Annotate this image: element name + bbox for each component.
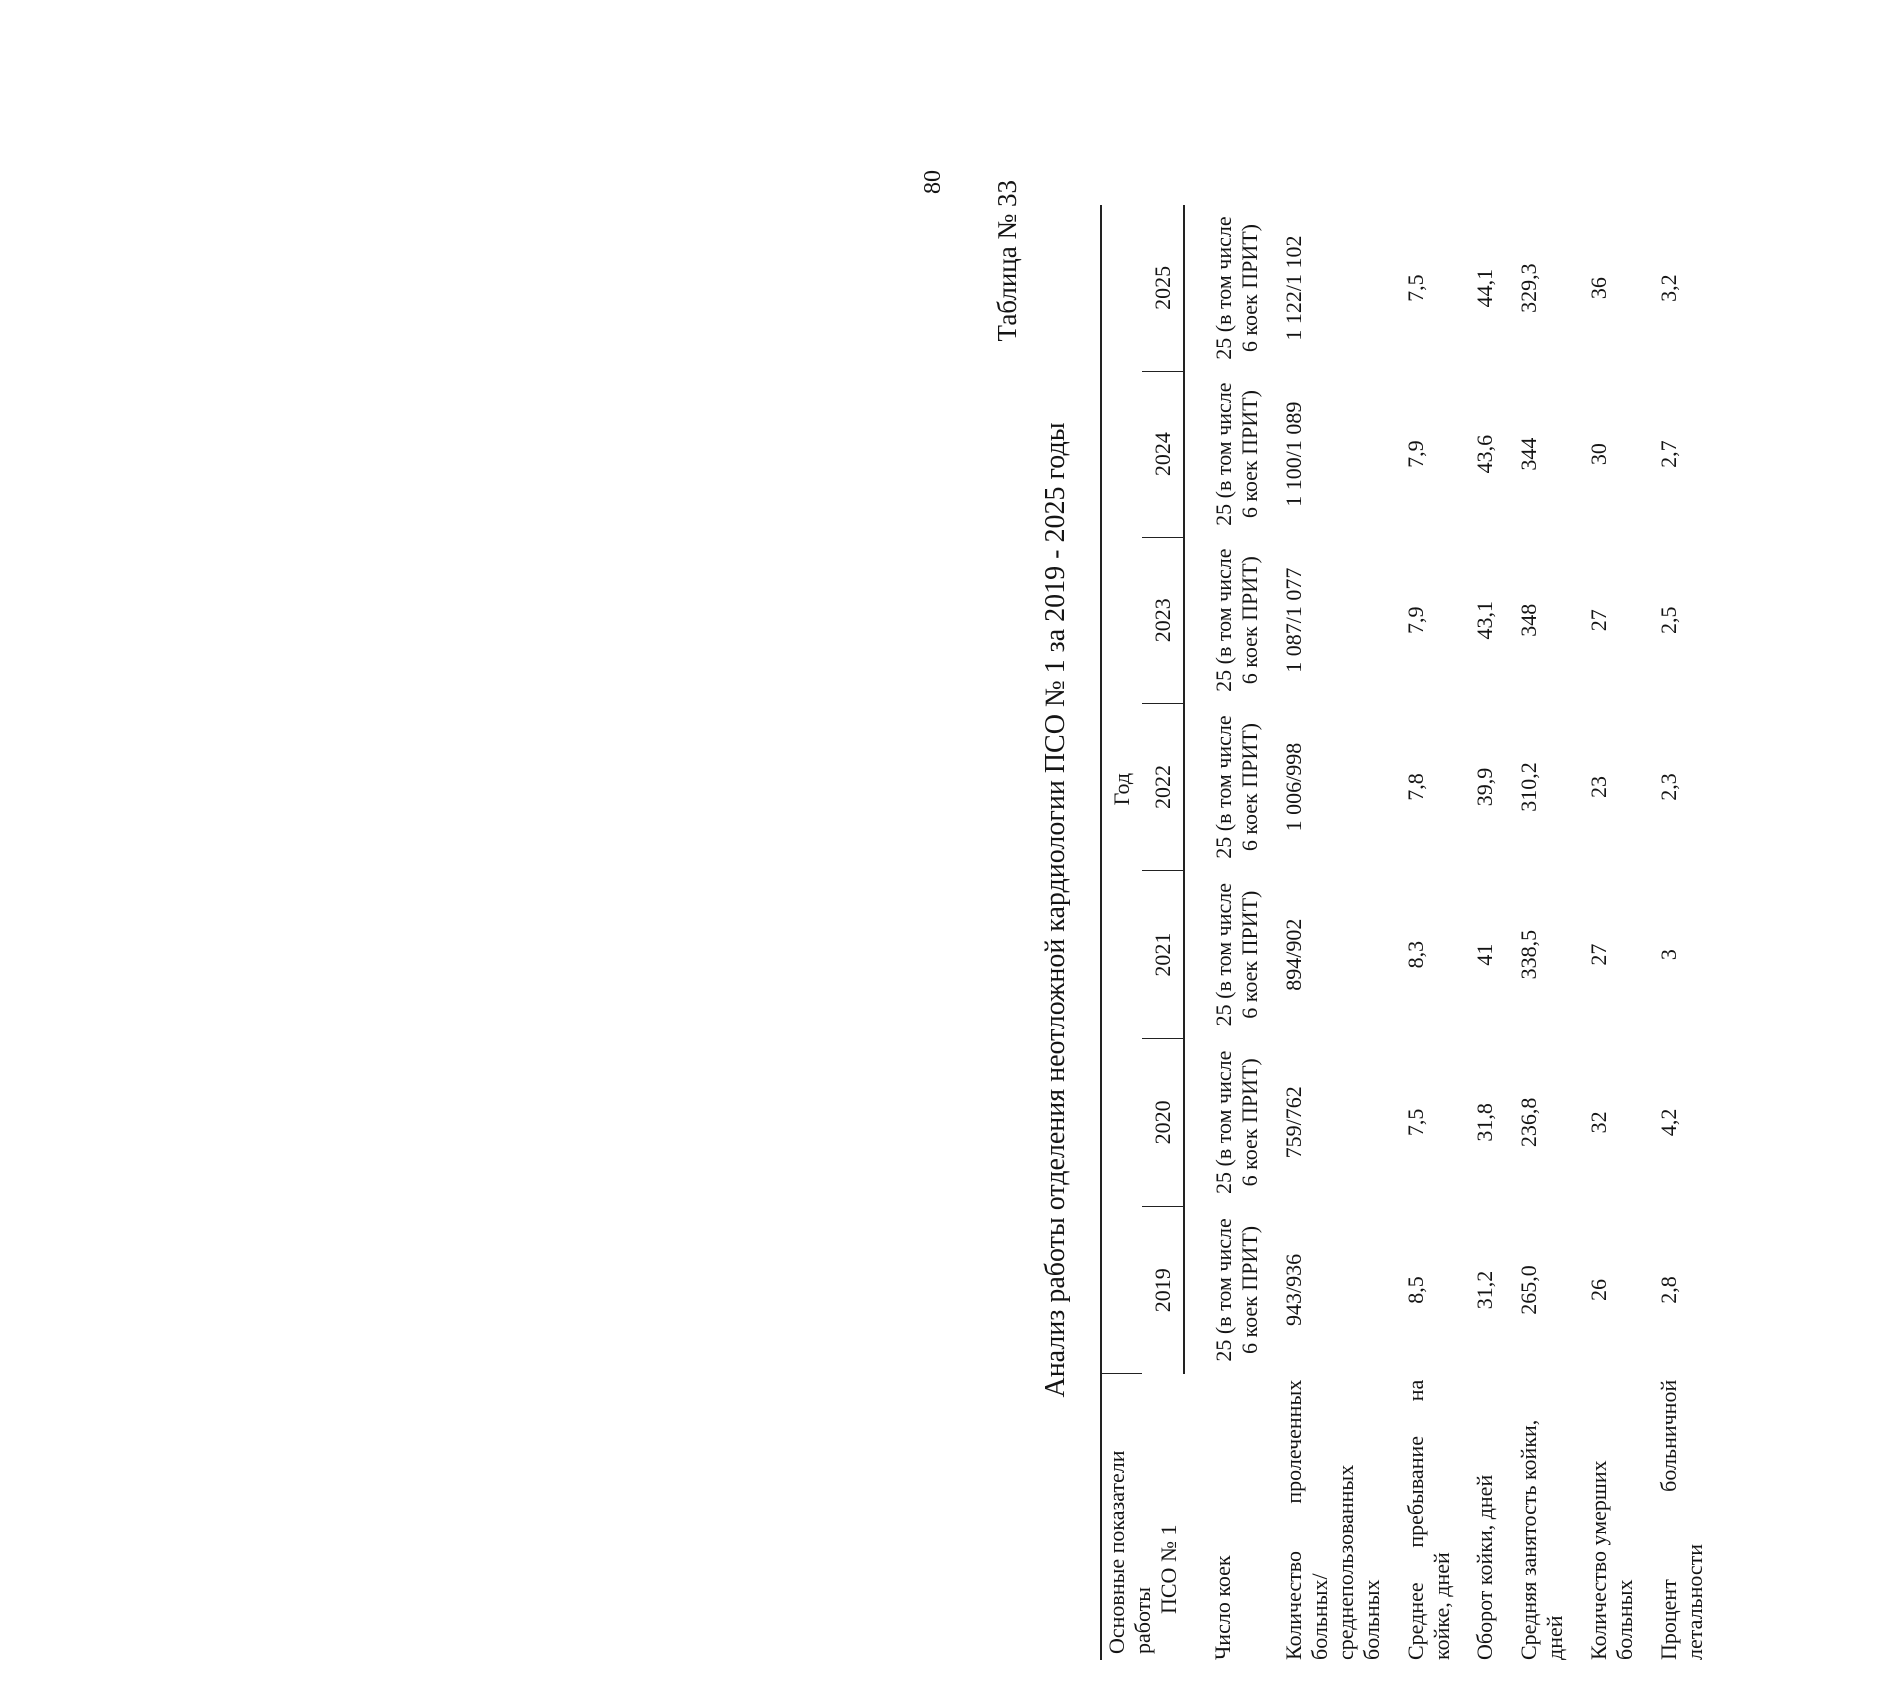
table-cell: 1 122/1 102 [1280,235,1306,341]
row-indicator-label: Процент больничной летальности [1656,1379,1708,1660]
table-cell: 39,9 [1472,767,1498,807]
table-row [1504,205,1574,1660]
row-indicator-label: Количество умерших больных [1586,1460,1638,1660]
table-cell: 25 (в том числе 6 коек ПРИТ) [1210,1218,1262,1362]
table-cell: 26 [1586,1278,1612,1301]
table-cell: 36 [1586,277,1612,300]
year-header: 2023 [1142,537,1183,703]
table-row [1644,205,1728,1660]
table-cell: 759/762 [1280,1086,1306,1159]
table-cell: 1 006/998 [1280,742,1306,832]
table-cell: 338,5 [1516,929,1542,980]
table-row [1269,205,1391,1660]
table-cell: 7,9 [1402,440,1428,468]
indicator-header-line2: ПСО № 1 [1155,1524,1181,1614]
indicator-column-header [1101,1374,1184,1660]
table-cell: 2,8 [1656,1276,1682,1304]
table-cell: 27 [1586,609,1612,632]
table-cell: 329,3 [1516,263,1542,313]
table-cell: 31,8 [1472,1103,1498,1142]
table-cell: 265,0 [1516,1265,1542,1315]
table-cell: 310,2 [1516,762,1542,812]
table-cell: 23 [1586,776,1612,799]
table-cell: 894/902 [1280,918,1306,991]
analysis-table [1100,205,1728,1660]
table-cell: 8,5 [1402,1276,1428,1304]
table-cell: 7,9 [1402,606,1428,634]
table-cell: 7,5 [1402,274,1428,302]
table-cell: 25 (в том числе 6 коек ПРИТ) [1210,715,1262,859]
year-header: 2024 [1142,371,1183,537]
table-cell: 3,2 [1656,274,1682,302]
table-cell: 943/936 [1280,1253,1306,1327]
table-label: Таблица № 33 [992,180,1022,342]
table-cell: 27 [1586,943,1612,966]
table-body [1184,205,1728,1660]
table-cell: 2,5 [1656,606,1682,634]
table-cell: 43,1 [1472,600,1498,640]
table-row [1391,205,1461,1660]
indicator-header-line1: Основные показатели работы [1104,1450,1155,1654]
table-cell: 8,3 [1402,940,1428,969]
table-cell: 41 [1472,943,1498,966]
year-header: 2021 [1142,871,1183,1039]
page-number: 80 [920,170,946,194]
table-cell: 4,2 [1656,1108,1682,1137]
table-cell: 25 (в том числе 6 коек ПРИТ) [1210,1050,1262,1194]
table-cell: 25 (в том числе 6 коек ПРИТ) [1210,382,1262,526]
table-cell: 44,1 [1472,268,1498,308]
table-cell: 3 [1656,949,1682,961]
table-cell: 2,3 [1656,773,1682,801]
table-row [1184,205,1269,1660]
table-cell: 25 (в том числе 6 коек ПРИТ) [1210,216,1262,360]
table-cell: 25 (в том числе 6 коек ПРИТ) [1210,548,1262,692]
year-header: 2020 [1142,1038,1183,1206]
row-indicator-label: Количество пролеченных больных/ среднепользованных больных [1280,1379,1384,1660]
table-cell: 2,7 [1656,440,1682,468]
year-header: 2025 [1142,205,1183,371]
table-cell: 1 100/1 089 [1280,401,1306,507]
table-cell: 32 [1586,1111,1612,1134]
row-indicator-label: Среднее пребывание на койке, дней [1402,1379,1454,1660]
table-cell: 31,2 [1472,1270,1498,1310]
row-indicator-label: Средняя занятость койки, дней [1516,1419,1568,1660]
row-indicator-label: Оборот койки, дней [1472,1474,1498,1660]
table-cell: 348 [1516,603,1542,637]
table-cell: 30 [1586,443,1612,466]
table-cell: 1 087/1 077 [1280,567,1306,673]
year-group-header: Год [1101,205,1142,1374]
table-cell: 25 (в том числе 6 коек ПРИТ) [1210,882,1262,1027]
table-cell: 43,6 [1472,434,1498,474]
table-cell: 7,8 [1402,773,1428,801]
table-row [1460,205,1504,1660]
year-header: 2019 [1142,1206,1183,1374]
table-cell: 7,5 [1402,1108,1428,1137]
table-cell: 236,8 [1516,1097,1542,1148]
table-cell: 344 [1516,437,1542,471]
rotated-page-content [920,160,1900,1660]
year-header: 2022 [1142,703,1183,871]
page-title: Анализ работы отделения неотложной кардиологии ПСО № 1 за 2019 - 2025 годы [1040,422,1071,1398]
row-indicator-label: Число коек [1209,1555,1235,1660]
table-row [1574,205,1644,1660]
